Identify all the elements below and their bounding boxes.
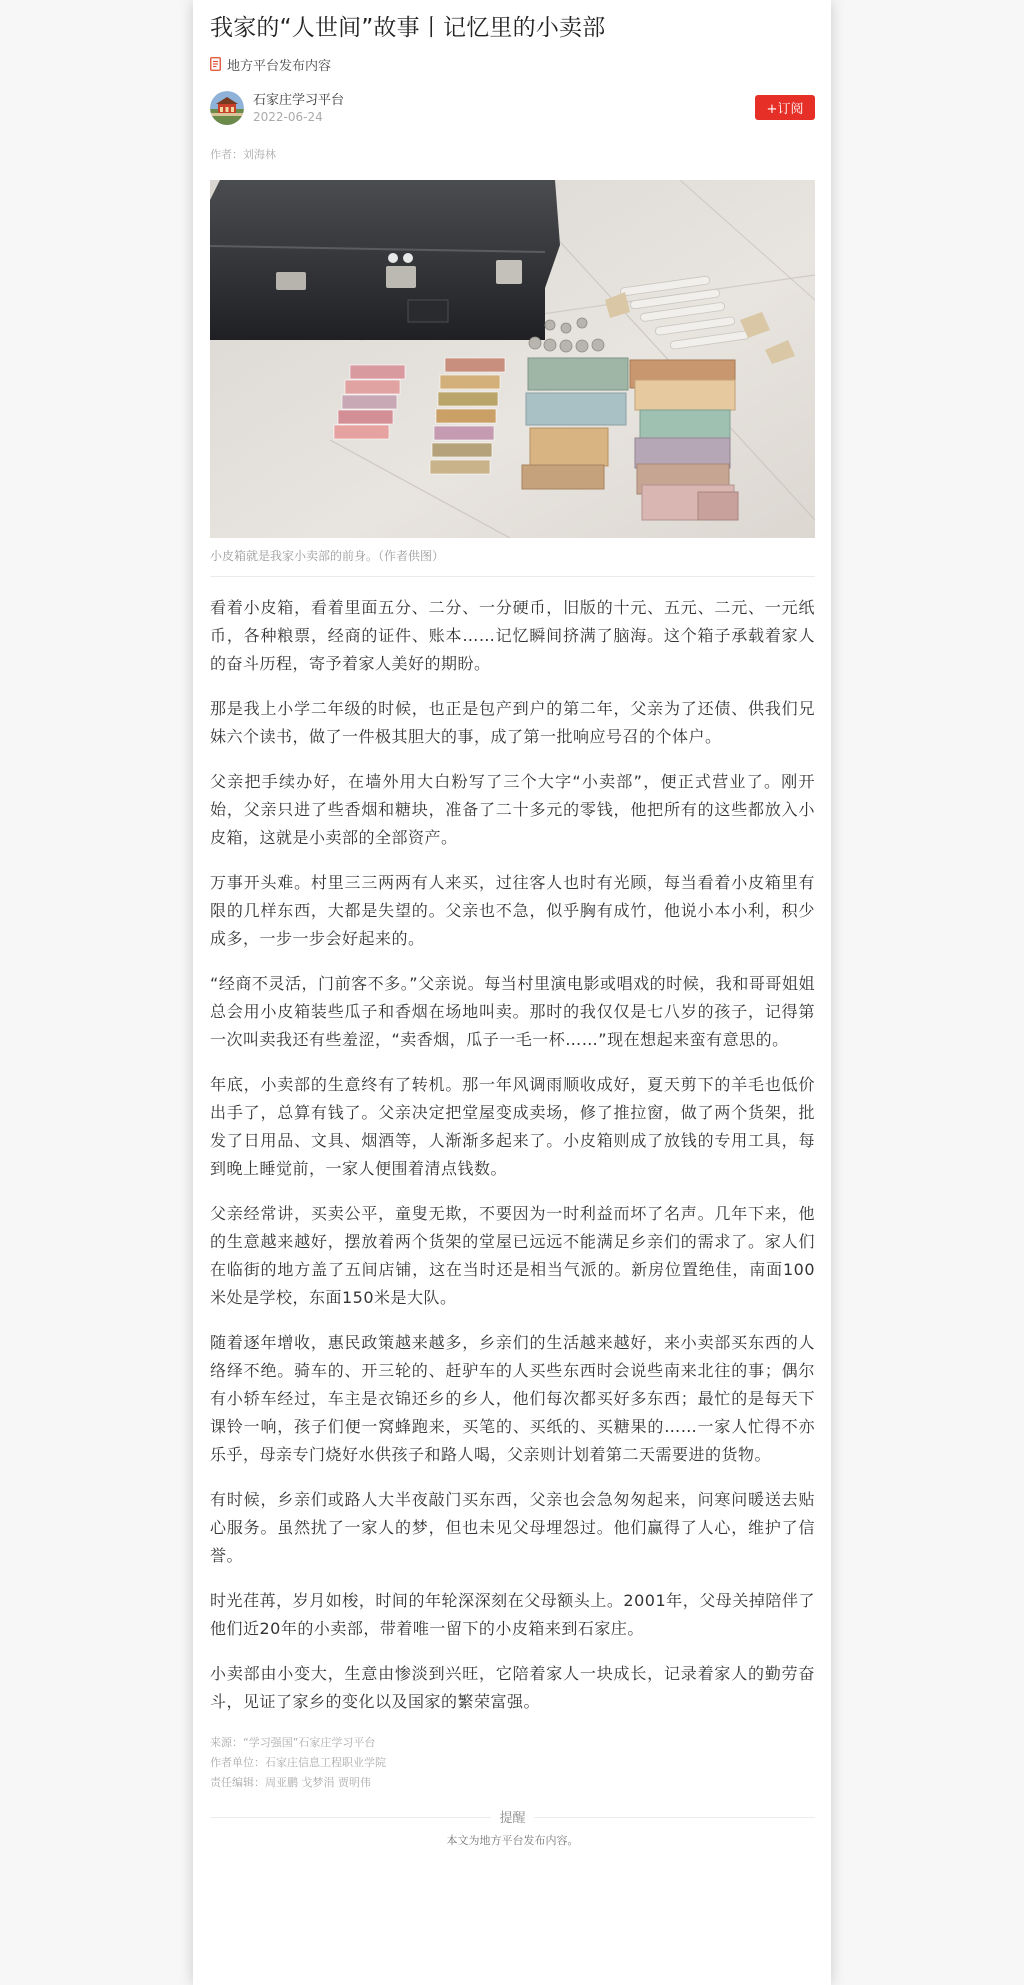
publisher-row: [210, 90, 815, 126]
document-icon: [210, 57, 221, 71]
article-title: 我家的“人世间”故事丨记忆里的小卖部: [210, 15, 606, 41]
publish-date: 2022-06-24: [253, 109, 323, 124]
meta-editors: 责任编辑：周亚鹏 戈梦涓 贾明伟: [210, 1776, 371, 1789]
article-body: [210, 594, 815, 1716]
article-meta: [210, 1733, 815, 1793]
article-paragraph: 时光荏苒，岁月如梭，时间的年轮深深刻在父母额头上。2001年，父母关掉陪伴了他们近20年的小卖部，带着唯一留下的小皮箱来到石家庄。: [210, 1591, 815, 1638]
article-paragraph: 有时候，乡亲们或路人大半夜敲门买东西，父亲也会急匆匆起来，问寒问暖送去贴心服务。虽然扰了一家人的梦，但也未见父母埋怨过。他们赢得了人心，维护了信誉。: [210, 1490, 815, 1565]
photo-caption: 小皮箱就是我家小卖部的前身。（作者供图）: [210, 549, 445, 563]
publisher-info: [253, 92, 344, 125]
article-paragraph: 看着小皮箱，看着里面五分、二分、一分硬币，旧版的十元、五元、二元、一元纸币，各种粮票，经商的证件、账本……记忆瞬间挤满了脑海。这个箱子承载着家人的奋斗历程，寄予着家人美好的期盼。: [210, 598, 815, 673]
meta-author-unit: 作者单位：石家庄信息工程职业学院: [210, 1756, 386, 1769]
article-paragraph: 年底，小卖部的生意终有了转机。那一年风调雨顺收成好，夏天剪下的羊毛也低价出手了，总算有钱了。父亲决定把堂屋变成卖场，修了推拉窗，做了两个货架，批发了日用品、文具、烟酒等，人渐渐多起来了。小皮箱则成了放钱的专用工具，每到晚上睡觉前，一家人便围着清点钱数。: [210, 1075, 815, 1178]
subscribe-button[interactable]: +订阅: [755, 95, 815, 120]
avatar[interactable]: [210, 91, 244, 125]
article-paragraph: 随着逐年增收，惠民政策越来越多，乡亲们的生活越来越好，来小卖部买东西的人络绎不绝。骑车的、开三轮的、赶驴车的人买些东西时会说些南来北往的事；偶尔有小轿车经过，车主是衣锦还乡的乡人，他们每次都买好多东西；最忙的是每天下课铃一响，孩子们便一窝蜂跑来，买笔的、买纸的、买糖果的……一家人忙得不亦乐乎，母亲专门烧好水供孩子和路人喝，父亲则计划着第二天需要进的货物。: [210, 1333, 815, 1464]
reminder-title: 提醒: [491, 1811, 533, 1826]
article-page: [193, 0, 831, 1985]
article-author: 作者：刘海林: [210, 148, 276, 161]
publisher-logo-icon: [210, 91, 244, 125]
meta-source: 来源：“学习强国”石家庄学习平台: [210, 1736, 376, 1749]
source-tag: [210, 55, 815, 73]
article-paragraph: 小卖部由小变大，生意由惨淡到兴旺，它陪着家人一块成长，记录着家人的勤劳奋斗，见证了家乡的变化以及国家的繁荣富强。: [210, 1664, 815, 1711]
article-paragraph: 父亲把手续办好，在墙外用大白粉写了三个大字“小卖部”，便正式营业了。刚开始，父亲只进了些香烟和糖块，准备了二十多元的零钱，他把所有的这些都放入小皮箱，这就是小卖部的全部资产。: [210, 772, 815, 847]
publisher-name[interactable]: 石家庄学习平台: [253, 92, 345, 108]
article-photo: [210, 180, 815, 538]
article-container: [210, 12, 815, 1849]
caption-divider: [210, 576, 815, 577]
source-tag-label: 地方平台发布内容: [227, 58, 332, 74]
reminder-note: 本文为地方平台发布内容。: [446, 1834, 579, 1847]
article-paragraph: “经商不灵活，门前客不多。”父亲说。每当村里演电影或唱戏的时候，我和哥哥姐姐总会用小皮箱装些瓜子和香烟在场地叫卖。那时的我仅仅是七八岁的孩子，记得第一次叫卖我还有些羞涩，“卖香烟，瓜子一毛一杯……”现在想起来蛮有意思的。: [210, 974, 815, 1049]
reminder-heading: [210, 1807, 815, 1827]
article-paragraph: 那是我上小学二年级的时候，也正是包产到户的第二年，父亲为了还债、供我们兄妹六个读书，做了一件极其胆大的事，成了第一批响应号召的个体户。: [210, 699, 815, 746]
article-paragraph: 父亲经常讲，买卖公平，童叟无欺，不要因为一时利益而坏了名声。几年下来，他的生意越来越好，摆放着两个货架的堂屋已远远不能满足乡亲们的需求了。家人们在临街的地方盖了五间店铺，这在当时还是相当气派的。新房位置绝佳，南面100米处是学校，东面150米是大队。: [210, 1204, 815, 1307]
article-paragraph: 万事开头难。村里三三两两有人来买，过往客人也时有光顾，每当看着小皮箱里有限的几样东西，大都是失望的。父亲也不急，似乎胸有成竹，他说小本小利，积少成多，一步一步会好起来的。: [210, 873, 815, 948]
